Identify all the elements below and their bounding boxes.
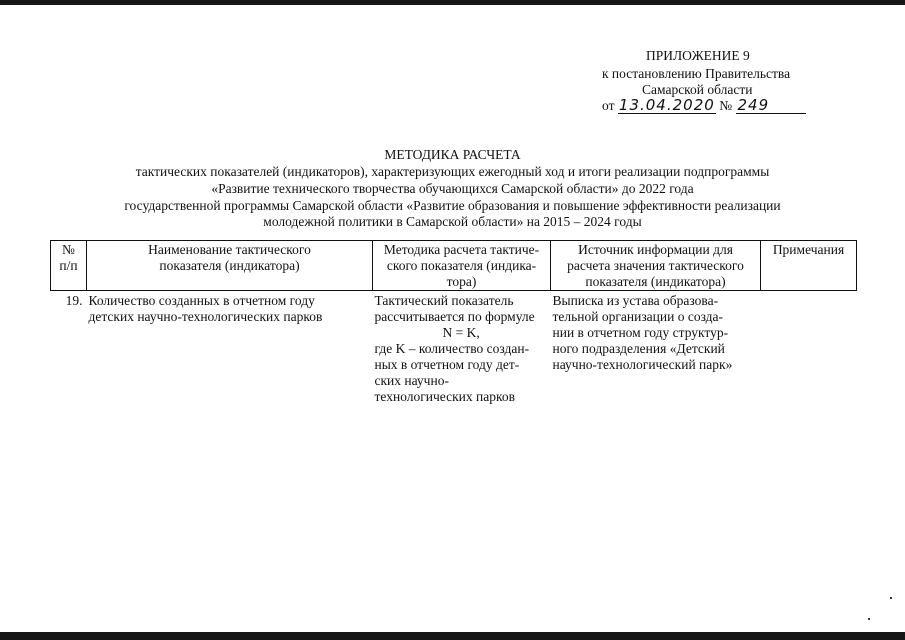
document-title: МЕТОДИКА РАСЧЕТА <box>384 147 521 162</box>
appendix-title: ПРИЛОЖЕНИЕ 9 <box>646 48 750 63</box>
row-information-source: Выписка из устава образова- тельной организации о созда- нии в отчетном году структур- ного подразделения «Детский научно-технологический парк» <box>552 293 733 372</box>
date-field <box>618 98 716 114</box>
appendix-line-region: Самарской области <box>642 82 753 97</box>
subtitle-line-2: «Развитие технического творчества обучающихся Самарской области» до 2022 года <box>211 181 694 196</box>
appendix-date-line <box>602 98 806 114</box>
scan-speck <box>890 597 892 599</box>
handwritten-date: 13.04.2020 <box>618 96 715 114</box>
indicators-table <box>50 240 857 405</box>
handwritten-number: 249 <box>737 96 770 114</box>
formula: N = K, <box>442 325 480 340</box>
table-header-row <box>51 241 857 291</box>
number-prefix: № <box>719 98 733 113</box>
header-information-source: Источник информации для расчета значения тактического показателя (индикатора) <box>551 241 761 291</box>
scan-speck <box>868 618 870 620</box>
number-field <box>736 98 806 114</box>
subtitle-line-4: молодежной политики в Самарской области» на 2015 – 2024 годы <box>263 214 642 229</box>
subtitle-line-3: государственной программы Самарской области «Развитие образования и повышение эффективности реализации <box>124 198 781 213</box>
header-calculation-method: Методика расчета тактиче- ского показателя (индика- тора) <box>373 241 551 291</box>
table-row <box>51 291 857 406</box>
row-indicator-name: Количество созданных в отчетном году детских научно-технологических парков <box>88 293 323 324</box>
header-number: № п/п <box>51 241 87 291</box>
row-notes <box>761 291 857 406</box>
row-calculation-method: Тактический показатель рассчитывается по формуле N = K, где K – количество создан- ных в отчетном году дет- ских научно- технологических парков <box>373 291 551 406</box>
subtitle-line-1: тактических показателей (индикаторов), характеризующих ежегодный ход и итоги реализации подпрограммы <box>135 164 770 179</box>
appendix-line-resolution: к постановлению Правительства <box>602 66 791 81</box>
date-prefix: от <box>602 98 615 113</box>
scan-edge-top <box>0 0 905 5</box>
header-indicator-name: Наименование тактического показателя (индикатора) <box>87 241 373 291</box>
row-number: 19. <box>65 293 83 308</box>
header-notes: Примечания <box>761 241 857 291</box>
scan-edge-bottom <box>0 632 905 640</box>
